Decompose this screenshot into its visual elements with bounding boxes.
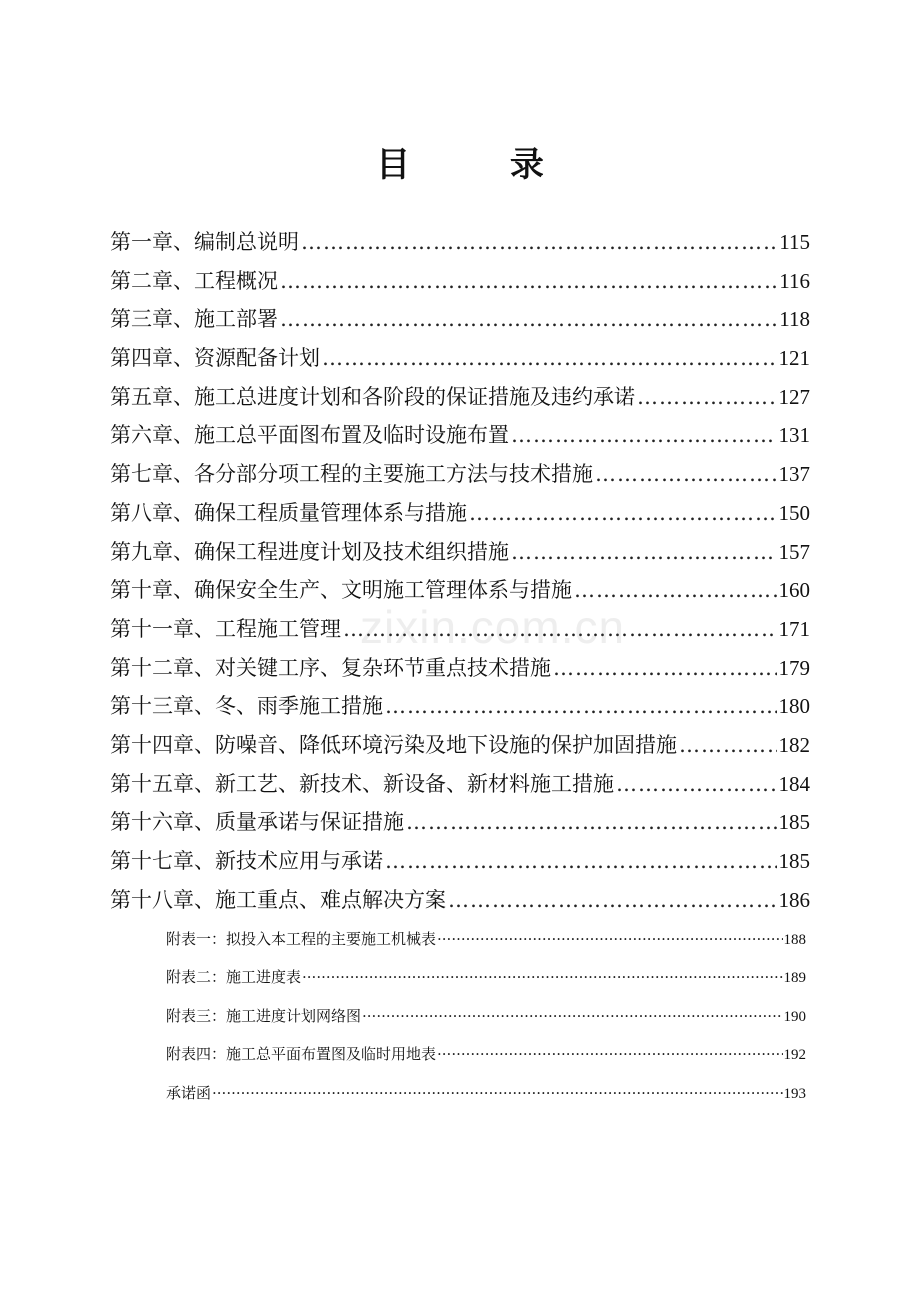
toc-entry[interactable] [166, 966, 806, 1004]
toc-main-list [110, 226, 810, 922]
toc-entry-label: 附表三：施工进度计划网络图 [166, 1006, 362, 1025]
toc-dot-leader [362, 1007, 782, 1025]
toc-page-number: 188 [783, 932, 806, 948]
toc-entry[interactable] [166, 928, 806, 966]
toc-entry[interactable] [110, 652, 810, 691]
toc-entry-label: 第十四章、防噪音、降低环境污染及地下设施的保护加固措施 [110, 732, 677, 757]
toc-entry[interactable] [110, 497, 810, 536]
toc-page-number: 190 [783, 1008, 806, 1025]
toc-page-number: 116 [779, 268, 810, 293]
toc-dot-leader [511, 423, 777, 447]
toc-entry[interactable] [110, 419, 810, 458]
toc-entry-label: 第十八章、施工重点、难点解决方案 [110, 887, 446, 912]
toc-page-number: 180 [778, 694, 810, 719]
toc-page-number: 185 [778, 849, 810, 873]
toc-dot-leader [553, 656, 777, 680]
toc-entry-label: 第三章、施工部署 [110, 307, 278, 332]
toc-dot-leader [302, 968, 782, 986]
toc-page-number: 179 [778, 655, 810, 680]
toc-dot-leader [679, 733, 777, 757]
toc-entry-label: 第十章、确保安全生产、文明施工管理体系与措施 [110, 578, 572, 603]
toc-page-number: 115 [779, 230, 810, 254]
toc-page-number: 189 [783, 970, 806, 987]
toc-dot-leader [469, 501, 777, 525]
toc-entry-label: 第十六章、质量承诺与保证措施 [110, 810, 404, 835]
toc-dot-leader [511, 540, 777, 564]
toc-dot-leader [595, 462, 777, 486]
toc-page-number: 127 [778, 384, 810, 409]
toc-title: 目 录 [376, 145, 588, 185]
toc-page-number: 185 [778, 810, 810, 835]
toc-entry[interactable] [110, 342, 810, 381]
toc-page-number: 137 [778, 462, 810, 487]
toc-entry-label: 第十二章、对关键工序、复杂环节重点技术措施 [110, 655, 551, 680]
toc-dot-leader [437, 930, 782, 948]
toc-entry[interactable] [110, 265, 810, 304]
toc-page-number: 121 [778, 346, 810, 371]
toc-entry[interactable] [166, 1005, 806, 1043]
toc-appendix-list [166, 928, 806, 1120]
toc-entry[interactable] [110, 690, 810, 729]
toc-dot-leader [616, 772, 777, 796]
toc-dot-leader [280, 269, 777, 293]
toc-dot-leader [437, 1045, 782, 1063]
toc-entry-label: 第九章、确保工程进度计划及技术组织措施 [110, 539, 509, 564]
toc-entry-label: 第十一章、工程施工管理 [110, 616, 341, 641]
toc-entry-label: 附表四：施工总平面布置图及临时用地表 [166, 1045, 437, 1064]
toc-page-number: 131 [778, 423, 810, 448]
toc-dot-leader [637, 385, 777, 409]
toc-entry[interactable] [110, 768, 810, 807]
toc-page-number: 157 [778, 539, 810, 564]
toc-dot-leader [406, 810, 777, 834]
toc-entry-label: 承诺函 [166, 1083, 212, 1102]
toc-entry-label: 第十七章、新技术应用与承诺 [110, 849, 383, 873]
watermark: zixin.com.cn [360, 601, 626, 653]
toc-page-number: 193 [783, 1085, 806, 1102]
toc-entry-label: 第八章、确保工程质量管理体系与措施 [110, 500, 467, 525]
toc-page-number: 160 [778, 578, 810, 603]
toc-dot-leader [212, 1084, 782, 1102]
toc-entry[interactable] [166, 1043, 806, 1081]
toc-page-number: 192 [783, 1047, 806, 1064]
toc-entry-label: 第四章、资源配备计划 [110, 346, 320, 371]
toc-entry[interactable] [110, 536, 810, 575]
toc-entry-label: 第六章、施工总平面图布置及临时设施布置 [110, 423, 509, 448]
toc-entry[interactable] [110, 884, 810, 923]
toc-entry[interactable] [110, 806, 810, 845]
toc-page-number: 150 [778, 500, 810, 525]
toc-entry-label: 第五章、施工总进度计划和各阶段的保证措施及违约承诺 [110, 384, 635, 409]
toc-entry-label: 第七章、各分部分项工程的主要施工方法与技术措施 [110, 462, 593, 487]
toc-dot-leader [301, 230, 777, 254]
toc-entry[interactable] [110, 381, 810, 420]
toc-entry[interactable] [110, 303, 810, 342]
toc-entry-label: 第二章、工程概况 [110, 268, 278, 293]
toc-entry-label: 第十三章、冬、雨季施工措施 [110, 694, 383, 719]
toc-page-number: 184 [778, 771, 810, 796]
toc-dot-leader [385, 694, 777, 718]
toc-entry-label: 第十五章、新工艺、新技术、新设备、新材料施工措施 [110, 771, 614, 796]
toc-page-number: 186 [778, 887, 810, 912]
toc-entry[interactable] [110, 729, 810, 768]
toc-entry[interactable] [110, 458, 810, 497]
toc-entry[interactable] [166, 1082, 806, 1120]
toc-page-number: 171 [778, 616, 810, 641]
toc-entry[interactable] [110, 226, 810, 265]
toc-entry[interactable] [110, 845, 810, 884]
toc-dot-leader [322, 346, 777, 370]
toc-dot-leader [280, 307, 777, 331]
toc-dot-leader [574, 578, 777, 602]
toc-page-number: 118 [779, 307, 810, 332]
toc-entry-label: 附表二：施工进度表 [166, 968, 302, 987]
toc-entry-label: 附表一：拟投入本工程的主要施工机械表 [166, 930, 437, 948]
toc-dot-leader [448, 888, 777, 912]
toc-entry-label: 第一章、编制总说明 [110, 230, 299, 254]
toc-dot-leader [385, 849, 777, 873]
toc-page-number: 182 [778, 732, 810, 757]
